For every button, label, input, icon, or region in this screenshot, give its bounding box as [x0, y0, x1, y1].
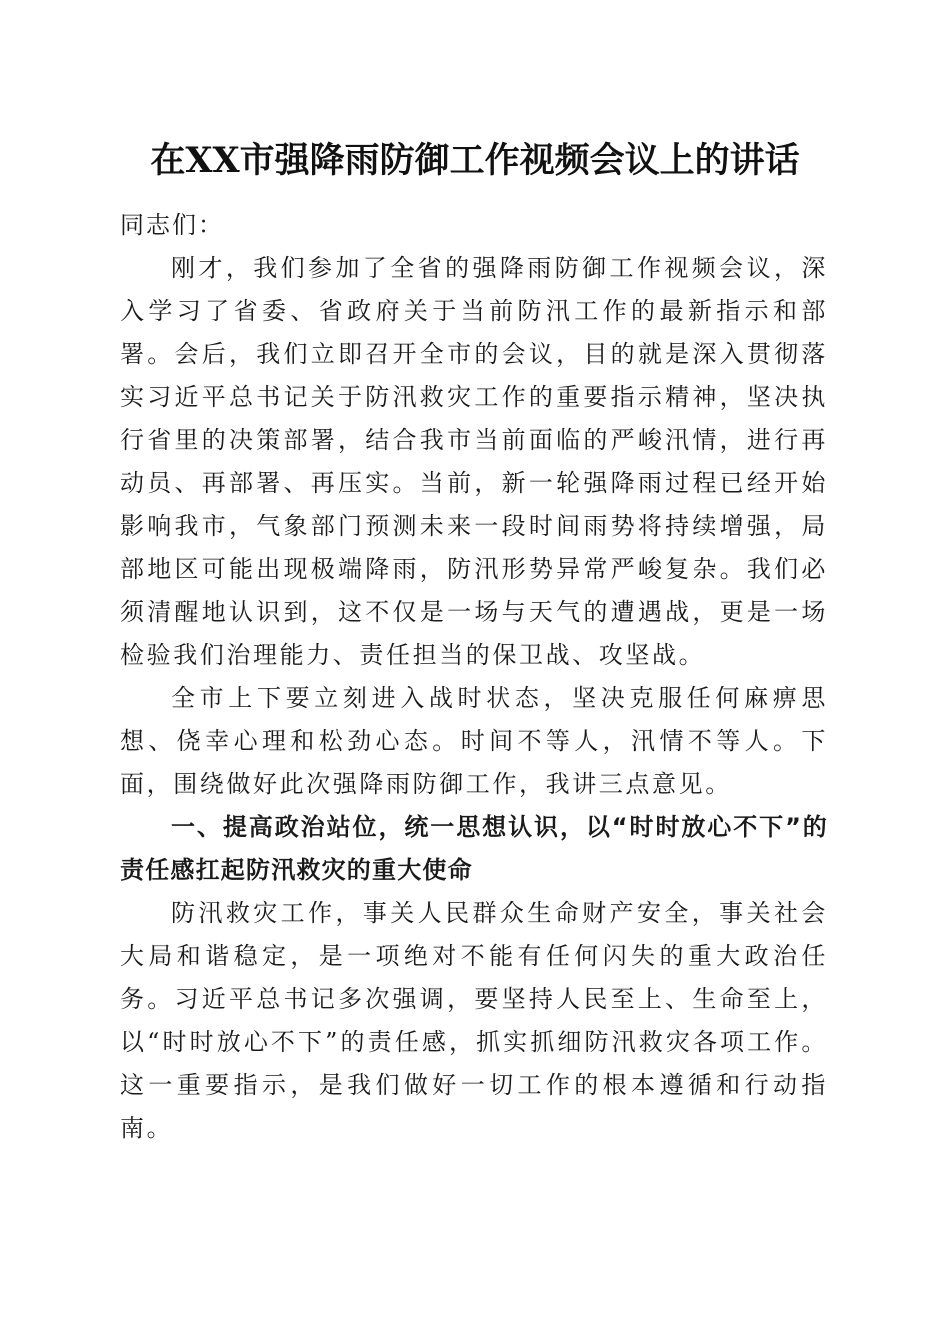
paragraph-section-1: 防汛救灾工作，事关人民群众生命财产安全，事关社会大局和谐稳定，是一项绝对不能有任何闪失的重大政治任务。习近平总书记多次强调，要坚持人民至上、生命至上，以“时时放心不下”的责任感，抓实抓细防汛救灾各项工作。这一重要指示，是我们做好一切工作的根本遵循和行动指南。 [120, 899, 828, 1142]
section-heading-1: 一、提高政治站位，统一思想认识，以“时时放心不下”的责任感扛起防汛救灾的重大使命 [120, 813, 828, 884]
paragraph-mobilization: 全市上下要立刻进入战时状态，坚决克服任何麻痹思想、侥幸心理和松劲心态。时间不等人，汛情不等人。下面，围绕做好此次强降雨防御工作，我讲三点意见。 [120, 684, 828, 798]
document-title: 在XX市强降雨防御工作视频会议上的讲话 [150, 140, 800, 181]
document-body [120, 247, 828, 1150]
salutation: 同志们： [120, 211, 224, 239]
paragraph-intro: 刚才，我们参加了全省的强降雨防御工作视频会议，深入学习了省委、省政府关于当前防汛工作的最新指示和部署。会后，我们立即召开全市的会议，目的就是深入贯彻落实习近平总书记关于防汛救灾工作的重要指示精神，坚决执行省里的决策部署，结合我市当前面临的严峻汛情，进行再动员、再部署、再压实。当前，新一轮强降雨过程已经开始影响我市，气象部门预测未来一段时间雨势将持续增强，局部地区可能出现极端降雨，防汛形势异常严峻复杂。我们必须清醒地认识到，这不仅是一场与天气的遭遇战，更是一场检验我们治理能力、责任担当的保卫战、攻坚战。 [120, 254, 828, 669]
